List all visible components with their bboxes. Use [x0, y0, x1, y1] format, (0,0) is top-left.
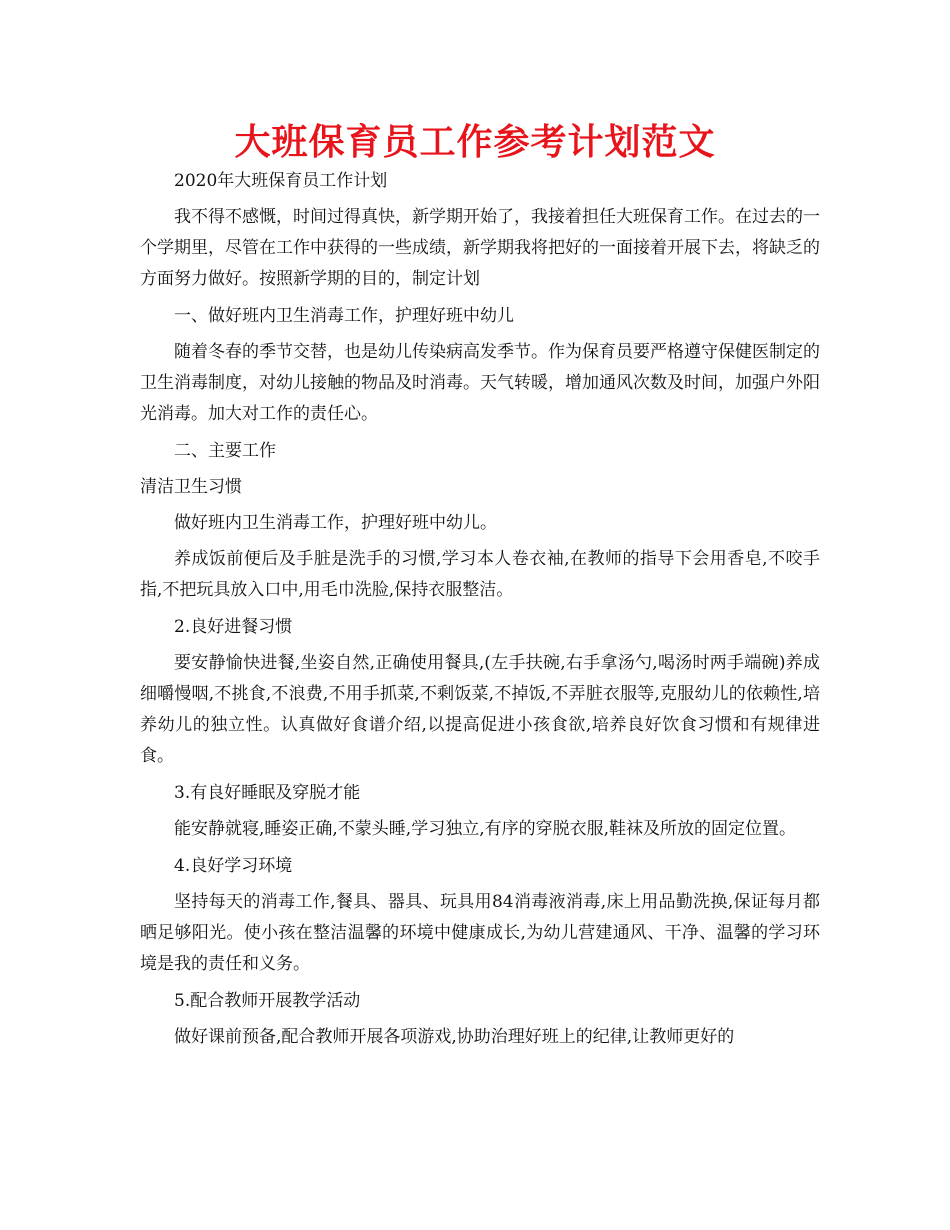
subsection-heading-sleep: 3.有良好睡眠及穿脱才能 [174, 783, 361, 803]
paragraph-disinfection: 做好班内卫生消毒工作，护理好班中幼儿。 [174, 513, 497, 533]
paragraph-intro: 我不得不感慨，时间过得真快，新学期开始了，我接着担任大班保育工作。在过去的一个学期里，尽管在工作中获得的一些成绩，新学期我将把好的一面接着开展下去，将缺乏的方面努力做好。按照新学期的目的，制定计划 [140, 207, 820, 289]
paragraph-sleep: 能安静就寝,睡姿正确,不蒙头睡,学习独立,有序的穿脱衣服,鞋袜及所放的固定位置。 [174, 819, 797, 839]
document-body [140, 166, 820, 1059]
section-heading-2: 二、主要工作 [174, 441, 276, 461]
paragraph-environment: 坚持每天的消毒工作,餐具、器具、玩具用84消毒液消毒,床上用品勤洗换,保证每月都晒足够阳光。使小孩在整洁温馨的环境中健康成长,为幼儿营建通风、干净、温馨的学习环境是我的责任和义务。 [140, 892, 820, 974]
subsection-heading-teaching: 5.配合教师开展教学活动 [174, 991, 361, 1011]
paragraph-teaching: 做好课前预备,配合教师开展各项游戏,协助治理好班上的纪律,让教师更好的 [174, 1027, 735, 1047]
document-title: 大班保育员工作参考计划范文 [234, 122, 716, 163]
document-subtitle: 2020年大班保育员工作计划 [174, 171, 388, 191]
subsection-heading-cleanliness: 清洁卫生习惯 [140, 477, 242, 497]
paragraph-hygiene: 随着冬春的季节交替，也是幼儿传染病高发季节。作为保育员要严格遵守保健医制定的卫生消毒制度，对幼儿接触的物品及时消毒。天气转暖，增加通风次数及时间，加强户外阳光消毒。加大对工作的责任心。 [140, 342, 820, 424]
section-heading-1: 一、做好班内卫生消毒工作，护理好班中幼儿 [174, 306, 514, 326]
subsection-heading-environment: 4.良好学习环境 [174, 856, 293, 876]
paragraph-eating: 要安静愉快进餐,坐姿自然,正确使用餐具,(左手扶碗,右手拿汤勺,喝汤时两手端碗)养成细嚼慢咽,不挑食,不浪费,不用手抓菜,不剩饭菜,不掉饭,不弄脏衣服等,克服幼儿的依赖性,培养幼儿的独立性。认真做好食谱介绍,以提高促进小孩食欲,培养良好饮食习惯和有规律进食。 [140, 653, 820, 766]
subsection-heading-eating: 2.良好进餐习惯 [174, 617, 293, 637]
paragraph-handwashing: 养成饭前便后及手脏是洗手的习惯,学习本人卷衣袖,在教师的指导下会用香皂,不咬手指,不把玩具放入口中,用毛巾洗脸,保持衣服整洁。 [140, 549, 820, 600]
